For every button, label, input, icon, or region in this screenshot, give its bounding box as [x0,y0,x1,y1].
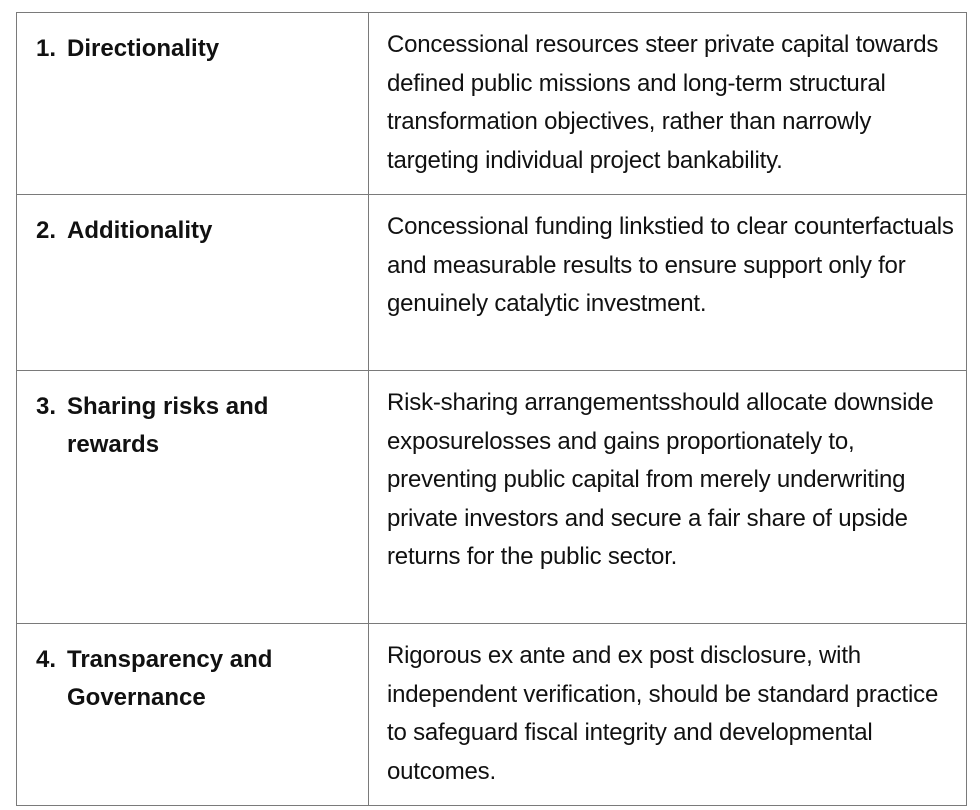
principle-title: Additionality [67,217,213,244]
principle-description: Concessional resources steer private capital towards defined public missions and long-term structural transformation objectives, rather than narrowly targeting individual project bankability. [387,31,939,174]
principle-description: Risk-sharing arrangementsshould allocate downside exposurelosses and gains proportionately to, preventing public capital from merely underwriting private investors and secure a fair share of upside returns for the public sector. [387,389,934,570]
principle-title-cell [17,624,369,806]
principle-number: 2. [36,217,57,244]
principle-description-cell [369,13,967,195]
principle-number: 1. [36,35,57,62]
principle-description: Rigorous ex ante and ex post disclosure, with independent verification, should be standard practice to safeguard fiscal integrity and developmental outcomes. [387,642,939,785]
principle-number: 3. [36,393,57,420]
principle-description-cell [369,195,967,371]
principle-title: Sharing risks and rewards [67,393,269,458]
principle-title: Transparency and Governance [67,646,273,711]
table-row [17,624,967,806]
principle-description-cell [369,371,967,624]
principle-description-cell [369,624,967,806]
principle-title-cell [17,195,369,371]
principle-title: Directionality [67,35,220,62]
principle-title-cell [17,371,369,624]
principles-table [16,12,967,806]
table-row [17,195,967,371]
principle-number: 4. [36,646,57,673]
table-row [17,13,967,195]
table-row [17,371,967,624]
principle-title-cell [17,13,369,195]
principle-description: Concessional funding linkstied to clear counterfactuals and measurable results to ensure support only for genuinely catalytic investment. [387,213,954,317]
